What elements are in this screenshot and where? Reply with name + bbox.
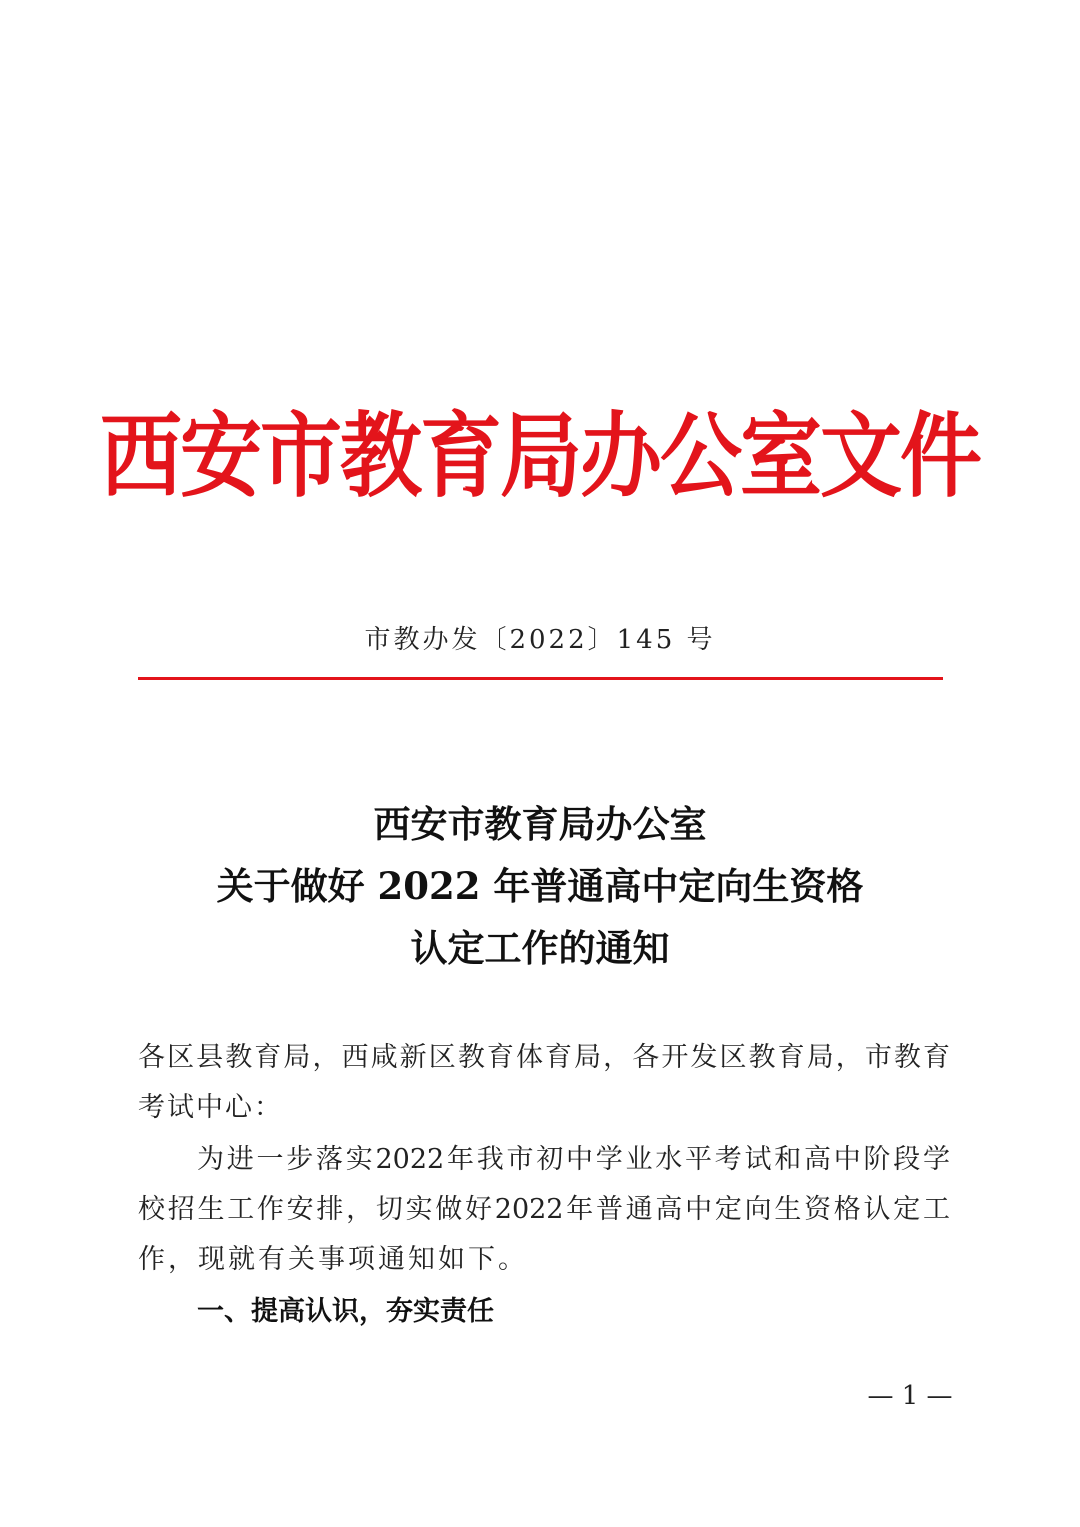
body-paragraph-line-2: 校招生工作安排，切实做好2022年普通高中定向生资格认定工 xyxy=(138,1194,950,1225)
notice-title-line-3: 认定工作的通知 xyxy=(410,926,670,970)
addressee-line-1: 各区县教育局，西咸新区教育体育局，各开发区教育局，市教育 xyxy=(138,1042,950,1073)
addressee-line-2: 考试中心： xyxy=(138,1092,283,1123)
page-number: — 1 — xyxy=(867,1381,953,1411)
notice-title-line-2: 关于做好 2022 年普通高中定向生资格 xyxy=(216,864,864,908)
masthead-title: 西安市教育局办公室文件 xyxy=(99,402,980,511)
notice-title-line-1: 西安市教育局办公室 xyxy=(373,802,707,846)
red-divider-line xyxy=(138,677,943,680)
body-paragraph-line-3: 作，现就有关事项通知如下。 xyxy=(138,1244,528,1275)
section-heading: 一、提高认识，夯实责任 xyxy=(197,1296,494,1327)
body-paragraph-line-1: 为进一步落实2022年我市初中学业水平考试和高中阶段学 xyxy=(197,1144,950,1175)
document-number: 市教办发〔2022〕145 号 xyxy=(364,625,716,655)
